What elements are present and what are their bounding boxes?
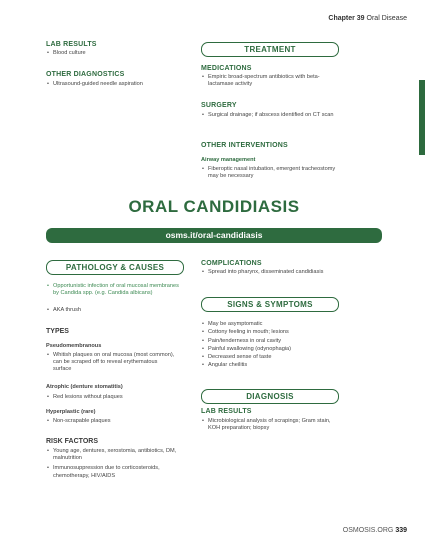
list-item: • Cottony feeling in mouth; lesions: [201, 328, 341, 336]
list-item: • Fiberoptic nasal intubation, emergent tracheostomy may be necessary: [201, 166, 341, 180]
types-heading: TYPES: [46, 328, 69, 335]
surgery-heading: SURGERY: [201, 102, 237, 109]
treatment-heading: TREATMENT: [201, 42, 339, 57]
other-diagnostics-heading: OTHER DIAGNOSTICS: [46, 71, 125, 78]
other-interventions-heading: OTHER INTERVENTIONS: [201, 142, 288, 149]
atrophic-heading: Atrophic (denture stomatitis): [46, 384, 123, 390]
pathology-causes-heading: PATHOLOGY & CAUSES: [46, 260, 184, 275]
signs-symptoms-list: [201, 320, 341, 370]
list-item: • Red lesions without plaques: [46, 394, 186, 401]
diagnosis-lab-results-heading: LAB RESULTS: [201, 408, 252, 415]
medications-list: [201, 74, 337, 88]
list-item: • Empiric broad-spectrum antibiotics with beta-lactamase activity: [201, 74, 337, 88]
list-item: • Decreased sense of taste: [201, 353, 341, 361]
list-item: • Opportunistic infection of oral mucosal membranes by Candida spp. (e.g. Candida albicans): [46, 283, 186, 297]
pseudomembranous-heading: Pseudomembranous: [46, 343, 102, 349]
airway-list: [201, 166, 341, 180]
signs-symptoms-heading: SIGNS & SYMPTOMS: [201, 297, 339, 312]
surgery-list: [201, 112, 341, 119]
list-item: • Pain/tenderness in oral cavity: [201, 337, 341, 345]
medications-heading: MEDICATIONS: [201, 65, 252, 72]
list-item: • Young age, dentures, xerostomia, antibiotics, DM, malnutrition: [46, 448, 181, 462]
list-item: • Blood culture: [46, 50, 186, 57]
list-item: • Non-scrapable plaques: [46, 418, 186, 425]
list-item: • Ultrasound-guided needle aspiration: [46, 81, 191, 88]
pseudomembranous-list: [46, 352, 176, 374]
pathology-list: [46, 283, 186, 297]
list-item: • May be asymptomatic: [201, 320, 341, 328]
page-header: [328, 15, 407, 22]
hyperplastic-list: [46, 418, 186, 425]
section-url-link[interactable]: osms.it/oral-candidiasis: [46, 228, 382, 243]
list-item: • Spread into pharynx, disseminated candidiasis: [201, 269, 331, 276]
lab-results-list: [46, 50, 186, 57]
list-item: • Immunosuppression due to corticosteroids, chemotherapy, HIV/AIDS: [46, 465, 181, 479]
chapter-topic: Oral Disease: [366, 15, 407, 22]
airway-management-heading: Airway management: [201, 157, 256, 163]
section-title: ORAL CANDIDIASIS: [128, 197, 300, 216]
risk-factors-heading: RISK FACTORS: [46, 438, 98, 445]
list-item: • Microbiological analysis of scrapings; Gram stain, KOH preparation; biopsy: [201, 418, 341, 432]
diagnosis-lab-list: [201, 418, 341, 432]
complications-heading: COMPLICATIONS: [201, 260, 262, 267]
page-footer: [343, 527, 407, 534]
complications-list: [201, 269, 331, 276]
chapter-side-tab: [419, 80, 425, 155]
lab-results-heading: LAB RESULTS: [46, 41, 97, 48]
aka-list: [46, 307, 186, 314]
list-item: • Whitish plaques on oral mucosa (most common), can be scraped off to reveal erythematous surface: [46, 352, 176, 374]
list-item: • AKA thrush: [46, 307, 186, 314]
list-item: • Painful swallowing (odynophagia): [201, 345, 341, 353]
hyperplastic-heading: Hyperplastic (rare): [46, 409, 96, 415]
list-item: • Surgical drainage; if abscess identified on CT scan: [201, 112, 341, 119]
diagnosis-heading: DIAGNOSIS: [201, 389, 339, 404]
footer-site: OSMOSIS.ORG: [342, 527, 394, 534]
atrophic-list: [46, 394, 186, 401]
other-diagnostics-list: [46, 81, 191, 88]
chapter-number: Chapter 39: [328, 15, 365, 22]
risk-factors-list: [46, 448, 181, 480]
list-item: • Angular cheilitis: [201, 361, 341, 369]
page-number: 339: [395, 527, 407, 534]
